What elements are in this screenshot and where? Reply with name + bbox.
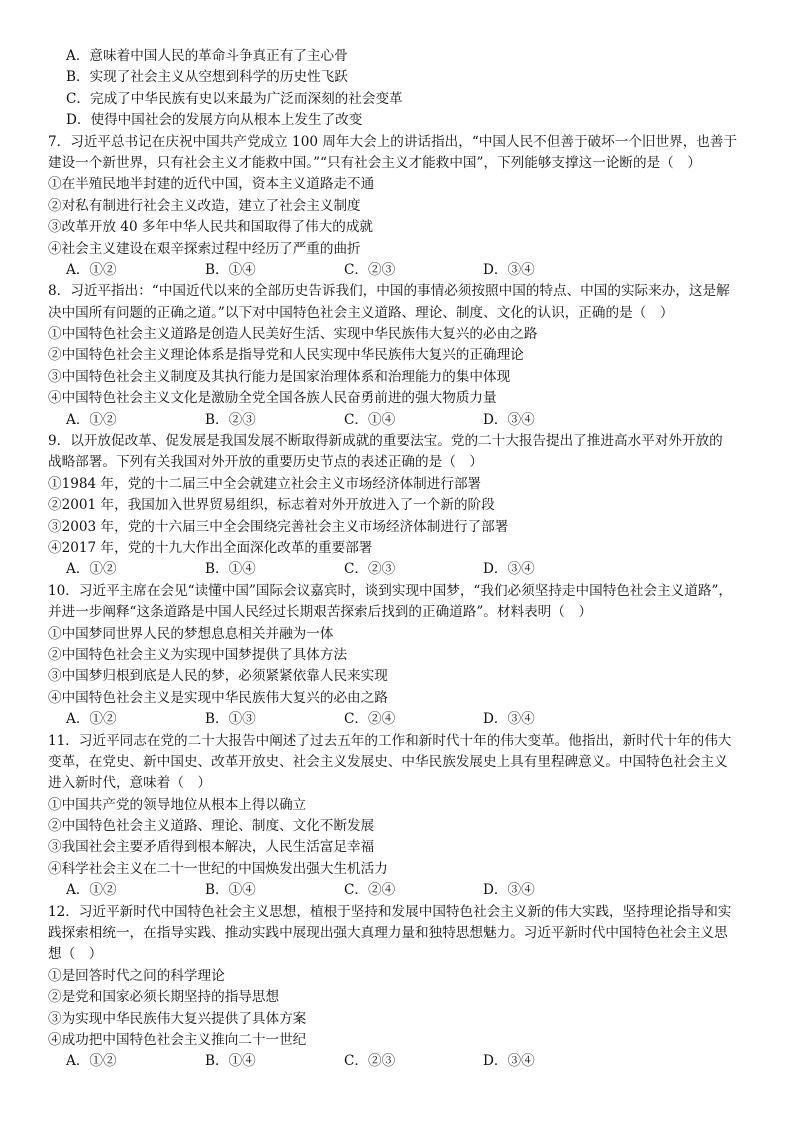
choice-b: B．①④	[205, 882, 256, 899]
choice-b: B．①④	[205, 261, 256, 278]
statement-2: ②中国特色社会主义道路、理论、制度、文化不断发展	[48, 818, 375, 835]
question-stem-line: 9．以开放促改革、促发展是我国发展不断取得新成就的重要法宝。党的二十大报告提出了推进高水平对外开放的	[48, 433, 723, 450]
question-6-options	[48, 46, 748, 132]
statement-1: ①在半殖民地半封建的近代中国，资本主义道路走不通	[48, 176, 375, 193]
question-stem-line: 12．习近平新时代中国特色社会主义思想，植根于坚持和发展中国特色社会主义新的伟大实践，坚持理论指导和实	[48, 903, 732, 920]
statement-4: ④社会主义建设在艰辛探索过程中经历了严重的曲折	[48, 240, 361, 257]
statement-3: ③改革开放 40 多年中华人民共和国取得了伟大的成就	[48, 219, 374, 236]
statement-4: ④中国特色社会主义是实现中华民族伟大复兴的必由之路	[48, 689, 388, 706]
statement-2: ②中国特色社会主义理论体系是指导党和人民实现中华民族伟大复兴的正确理论	[48, 347, 524, 364]
choice-b: B．①③	[205, 711, 256, 728]
statement-1: ①中国梦同世界人民的梦想息息相关并融为一体	[48, 625, 334, 642]
question-10	[48, 581, 748, 731]
statement-3: ③为实现中华民族伟大复兴提供了具体方案	[48, 1010, 307, 1027]
question-stem-line: 8．习近平指出：“中国近代以来的全部历史告诉我们，中国的事情必须按照中国的特点、中国的实际来办，这是解	[48, 283, 730, 300]
answer-choices	[48, 709, 748, 730]
statement-1: ①1984 年，党的十二届三中全会就建立社会主义市场经济体制进行部署	[48, 475, 482, 492]
question-stem-line: 建设一个新世界，只有社会主义才能救中国。”“只有社会主义才能救中国”，下列能够支撑这一论断的是（ ）	[48, 154, 701, 171]
statement-1: ①中国共产党的领导地位从根本上得以确立	[48, 796, 307, 813]
choice-a: A．①②	[66, 411, 117, 428]
answer-choices	[48, 1051, 748, 1072]
option-d: D．使得中国社会的发展方向从根本上发生了改变	[66, 112, 363, 129]
choice-b: B．①④	[205, 561, 256, 578]
choice-b: B．①④	[205, 1053, 256, 1070]
option-b: B．实现了社会主义从空想到科学的历史性飞跃	[66, 69, 348, 86]
statement-2: ②中国特色社会主义为实现中国梦提供了具体方法	[48, 646, 348, 663]
choice-d: D．③④	[483, 711, 535, 728]
option-c: C．完成了中华民族有史以来最为广泛而深刻的社会变革	[66, 90, 403, 107]
option-a: A．意味着中国人民的革命斗争真正有了主心骨	[66, 48, 348, 64]
question-stem-line: 并进一步阐释“这条道路是中国人民经过长期艰苦探索后找到的正确道路”。材料表明（ ）	[48, 604, 593, 621]
statement-3: ③中国特色社会主义制度及其执行能力是国家治理体系和治理能力的集中体现	[48, 368, 511, 385]
choice-a: A．①②	[66, 561, 117, 578]
choice-d: D．③④	[483, 261, 535, 278]
statement-3: ③我国社会主要矛盾得到根本解决，人民生活富足幸福	[48, 839, 375, 856]
statement-2: ②是党和国家必须长期坚持的指导思想	[48, 989, 280, 1006]
choice-d: D．③④	[483, 882, 535, 899]
question-stem-line: 想（ ）	[48, 946, 103, 963]
statement-1: ①是回答时代之问的科学理论	[48, 967, 225, 984]
statement-4: ④成功把中国特色社会主义推向二十一世纪	[48, 1031, 307, 1048]
answer-choices	[48, 880, 748, 901]
question-8	[48, 281, 748, 431]
choice-c: C．②④	[344, 882, 396, 899]
choice-b: B．②③	[205, 411, 256, 428]
statement-4: ④科学社会主义在二十一世纪的中国焕发出强大生机活力	[48, 860, 388, 877]
answer-choices	[48, 559, 748, 580]
choice-c: C．②③	[344, 1053, 396, 1070]
choice-a: A．①②	[66, 1053, 117, 1070]
question-stem-line: 践探索相统一，在指导实践、推动实践中展现出强大真理力量和独特思想魅力。习近平新时代中国特色社会主义思	[48, 925, 728, 942]
statement-3: ③中国梦归根到底是人民的梦，必须紧紧依靠人民来实现	[48, 668, 388, 685]
choice-c: C．②③	[344, 261, 396, 278]
choice-a: A．①②	[66, 882, 117, 899]
question-stem-line: 进入新时代，意味着（ ）	[48, 775, 212, 792]
answer-choices	[48, 410, 748, 431]
statement-4: ④中国特色社会主义文化是激励全党全国各族人民奋勇前进的强大物质力量	[48, 390, 497, 407]
choice-d: D．③④	[483, 1053, 535, 1070]
choice-d: D．③④	[483, 561, 535, 578]
choice-c: C．②④	[344, 711, 396, 728]
question-stem-line: 变革，在党史、新中国史、改革开放史、社会主义发展史、中华民族发展史上具有里程碑意义。中国特色社会主义	[48, 753, 728, 770]
question-stem-line: 决中国所有问题的正确之道。”以下对中国特色社会主义道路、理论、制度、文化的认识，正确的是（ ）	[48, 304, 674, 321]
choice-a: A．①②	[66, 711, 117, 728]
question-stem-line: 战略部署。下列有关我国对外开放的重要历史节点的表述正确的是（ ）	[48, 454, 483, 471]
statement-2: ②2001 年，我国加入世界贸易组织，标志着对外开放进入了一个新的阶段	[48, 497, 495, 514]
question-7	[48, 132, 748, 282]
question-11	[48, 731, 748, 902]
answer-choices	[48, 260, 748, 281]
question-stem-line: 10．习近平主席在会见“读懂中国”国际会议嘉宾时，谈到实现中国梦，“我们必须坚持走中国特色社会主义道路”，	[48, 582, 732, 599]
question-9	[48, 431, 748, 581]
question-stem-line: 11．习近平同志在党的二十大报告中阐述了过去五年的工作和新时代十年的伟大变革。他指出，新时代十年的伟大	[48, 732, 732, 749]
choice-c: C．①④	[344, 411, 396, 428]
statement-4: ④2017 年，党的十九大作出全面深化改革的重要部署	[48, 539, 373, 556]
statement-1: ①中国特色社会主义道路是创造人民美好生活、实现中华民族伟大复兴的必由之路	[48, 326, 538, 343]
question-stem-line: 7．习近平总书记在庆祝中国共产党成立 100 周年大会上的讲话指出，“中国人民不但善于破坏一个旧世界，也善于	[48, 133, 738, 150]
statement-3: ③2003 年，党的十六届三中全会围绕完善社会主义市场经济体制进行了部署	[48, 518, 509, 535]
statement-2: ②对私有制进行社会主义改造，建立了社会主义制度	[48, 197, 361, 214]
choice-a: A．①②	[66, 261, 117, 278]
choice-d: D．③④	[483, 411, 535, 428]
choice-c: C．②③	[344, 561, 396, 578]
question-12	[48, 902, 748, 1073]
exam-page	[48, 46, 748, 1073]
